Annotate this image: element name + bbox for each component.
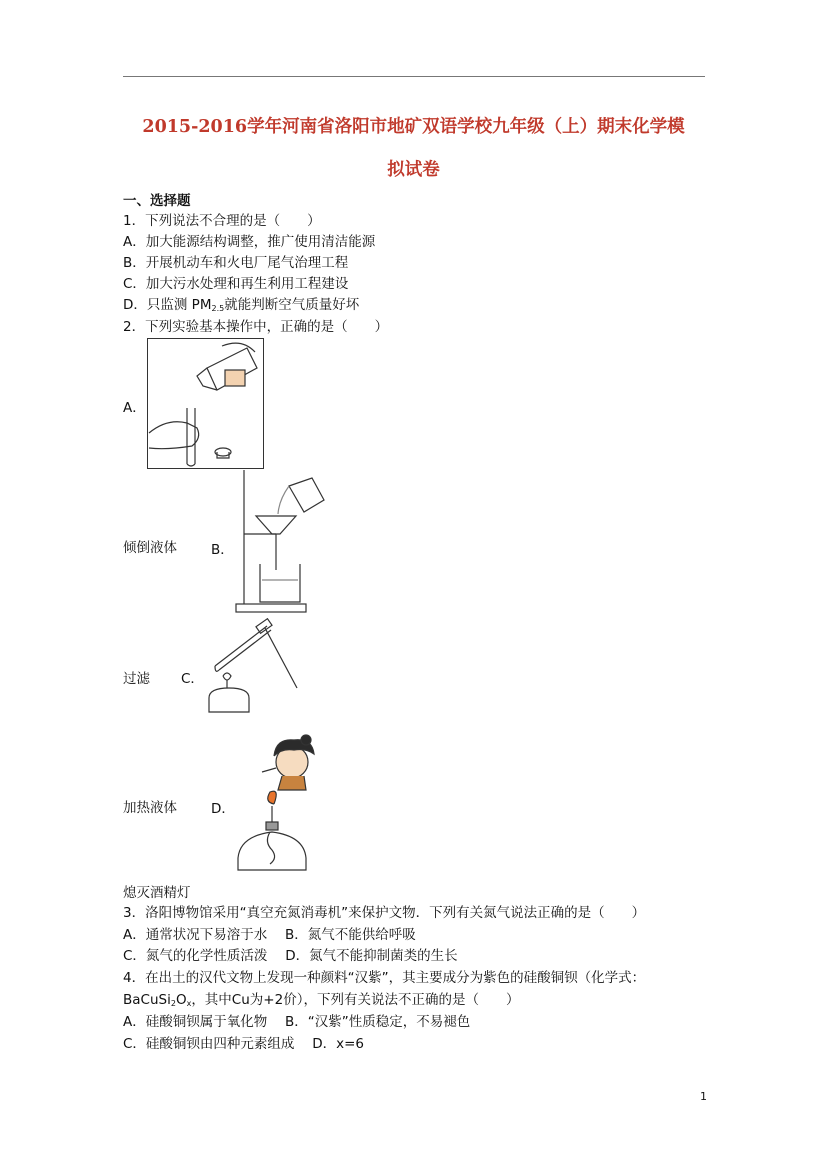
- q2-option-d-label: D．: [211, 801, 235, 817]
- q1-option-d: D．只监测 $PM_{2.5}$就能判断空气质量好坏: [123, 297, 360, 313]
- q1-option-a: A．加大能源结构调整，推广使用清洁能源: [123, 234, 376, 250]
- page-title-line2: 拟试卷: [387, 160, 440, 180]
- q2-option-d-caption: 熄灭酒精灯: [123, 885, 191, 901]
- q2-option-c-caption: 加热液体: [123, 800, 177, 816]
- q3-options-ab: A．通常状况下易溶于水 B．氮气不能供给呼吸: [123, 927, 416, 943]
- figure-pouring-liquid: [147, 338, 264, 469]
- page-title-line1: 2015-2016学年河南省洛阳市地矿双语学校九年级（上）期末化学模: [142, 117, 685, 137]
- q1-option-c: C．加大污水处理和再生利用工程建设: [123, 276, 349, 292]
- q4-stem-line2: $BaCuSi_2O_x$，其中Cu为+2价），下列有关说法不正确的是（ ）: [123, 992, 520, 1008]
- figure-filtration: [234, 470, 330, 614]
- q3-options-cd: C．氮气的化学性质活泼 D．氮气不能抑制菌类的生长: [123, 948, 458, 964]
- q4-options-cd: C．硅酸铜钡由四种元素组成 D．x=6: [123, 1036, 365, 1052]
- section-heading: 一、选择题: [123, 193, 191, 209]
- q2-option-b-caption: 过滤: [123, 671, 150, 687]
- q2-option-b-label: B．: [211, 542, 234, 558]
- q3-stem: 3．洛阳博物馆采用“真空充氮消毒机”来保护文物．下列有关氮气说法正确的是（ ）: [123, 905, 646, 921]
- q2-option-a-label: A．: [123, 400, 146, 416]
- figure-heating-liquid: [205, 618, 299, 717]
- q2-stem: 2．下列实验基本操作中，正确的是（ ）: [123, 319, 389, 335]
- header-rule: [123, 76, 705, 77]
- q4-options-ab: A．硅酸铜钡属于氧化物 B．“汉紫”性质稳定，不易褪色: [123, 1014, 471, 1030]
- q4-stem-line1: 4．在出土的汉代文物上发现一种颜料“汉紫”，其主要成分为紫色的硅酸铜钡（化学式：: [123, 970, 646, 986]
- q1-option-b: B．开展机动车和火电厂尾气治理工程: [123, 255, 349, 271]
- figure-extinguish-lamp: [234, 732, 330, 874]
- page-number: 1: [700, 1090, 707, 1103]
- q2-option-a-caption: 倾倒液体: [123, 540, 177, 556]
- q1-stem: 1．下列说法不合理的是（ ）: [123, 213, 321, 229]
- q2-option-c-label: C．: [181, 671, 204, 687]
